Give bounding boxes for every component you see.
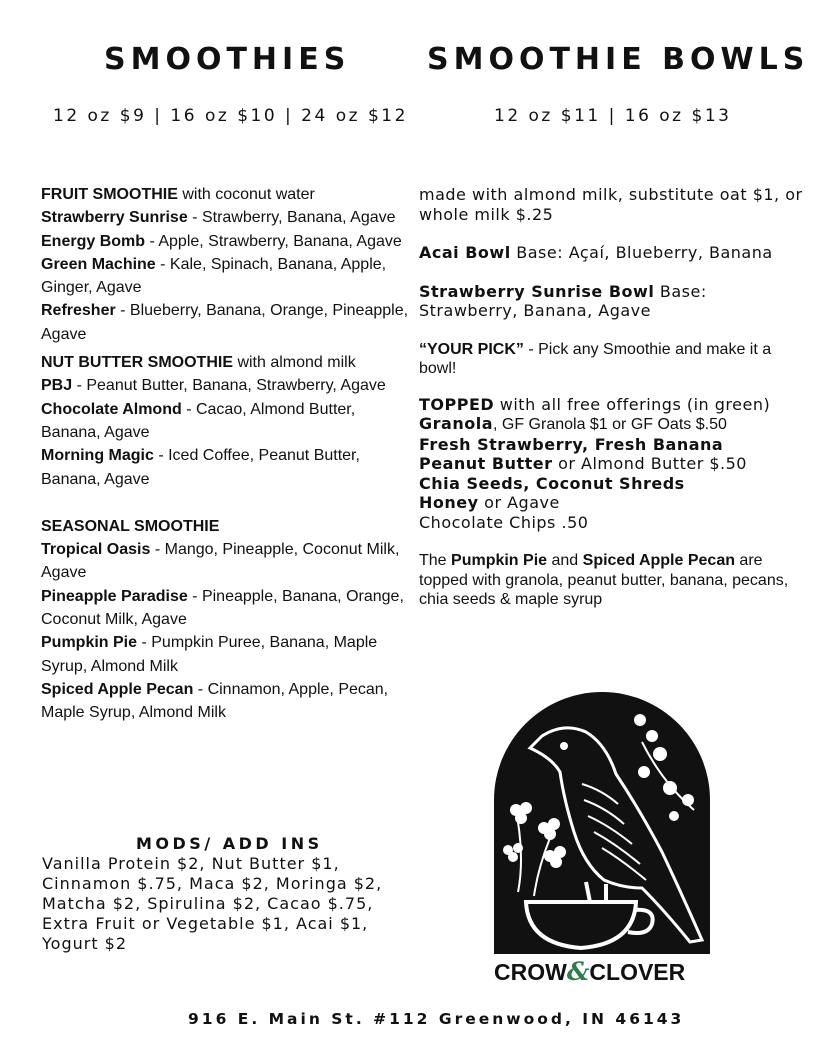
item-name: Chocolate Almond	[41, 400, 182, 418]
item-desc: Base: Strawberry, Banana, Agave	[419, 281, 707, 320]
item-desc: - Pineapple, Banana, Orange, Coconut Milk, Agave	[41, 587, 404, 629]
smoothie-menu	[41, 183, 419, 725]
item-desc: - Iced Coffee, Peanut Butter, Banana, Agave	[41, 447, 360, 488]
note-pumpkin-pie: Pumpkin Pie	[451, 552, 548, 569]
topping-granola	[419, 414, 804, 435]
item-desc: - Cacao, Almond Butter, Banana, Agave	[41, 400, 356, 441]
note-text: The	[419, 552, 452, 569]
item-desc: - Strawberry, Banana, Agave	[187, 209, 396, 227]
crow-on-cup-with-clover-icon	[494, 692, 710, 954]
seasonal-smoothie-section	[41, 515, 419, 725]
your-pick-bowl	[419, 340, 804, 379]
menu-item	[41, 398, 419, 445]
bowls-sizes: 12 oz $11 | 16 oz $13	[494, 106, 732, 126]
smoothie-bowls-title: SMOOTHIE BOWLS	[427, 42, 810, 77]
topping-name: Chia Seeds, Coconut Shreds	[419, 473, 685, 493]
item-name: PBJ	[41, 377, 73, 395]
mods-title: MODS/ ADD INS	[136, 834, 323, 853]
item-name: Tropical Oasis	[41, 541, 151, 559]
note-text: are topped with granola, peanut butter, banana, pecans, chia seeds & maple syrup	[419, 552, 789, 608]
item-name: Green Machine	[41, 255, 156, 273]
topped-text: with all free offerings (in green)	[494, 394, 771, 414]
topping-chia-coconut	[419, 474, 804, 494]
fruit-smoothie-section	[41, 183, 419, 346]
menu-item	[41, 253, 419, 300]
item-name: Morning Magic	[41, 447, 154, 465]
topping-chocolate: Chocolate Chips .50	[419, 512, 589, 532]
topping-name: Fresh Strawberry, Fresh Banana	[419, 434, 724, 454]
note-text: and	[547, 552, 583, 569]
menu-item	[41, 230, 419, 253]
menu-item	[41, 538, 419, 585]
topping-desc: or Almond Butter $.50	[552, 454, 747, 473]
smoothies-sizes: 12 oz $9 | 16 oz $10 | 24 oz $12	[53, 106, 408, 126]
section-heading: NUT BUTTER SMOOTHIE	[41, 354, 233, 372]
section-suffix: with almond milk	[233, 354, 356, 372]
topped-label: TOPPED	[419, 394, 495, 414]
menu-item	[41, 444, 419, 491]
seasonal-bowl-note	[419, 551, 804, 610]
item-name: Refresher	[41, 302, 116, 320]
menu-item	[41, 631, 419, 678]
smoothies-title: SMOOTHIES	[104, 42, 351, 77]
crow-and-clover-logo-text	[494, 957, 685, 986]
item-name: Acai Bowl	[419, 243, 511, 262]
section-heading: FRUIT SMOOTHIE	[41, 186, 178, 203]
logo-word-clover: CLOVER	[589, 959, 686, 985]
menu-item	[41, 678, 419, 725]
nut-butter-smoothie-section	[41, 351, 419, 491]
footer-address: 916 E. Main St. #112 Greenwood, IN 46143	[188, 1010, 685, 1028]
topping-fresh-fruit	[419, 435, 804, 455]
item-desc: - Blueberry, Banana, Orange, Pineapple, Agave	[41, 302, 409, 343]
topping-honey	[419, 493, 804, 513]
item-name: Energy Bomb	[41, 232, 146, 250]
item-name: Strawberry Sunrise Bowl	[419, 281, 655, 301]
logo-ampersand: &	[566, 957, 590, 986]
item-desc: - Cinnamon, Apple, Pecan, Maple Syrup, Almond Milk	[41, 680, 389, 722]
acai-bowl	[419, 243, 804, 263]
menu-item	[41, 585, 419, 632]
menu-item	[41, 299, 419, 346]
menu-item	[41, 374, 419, 397]
item-desc: - Peanut Butter, Banana, Strawberry, Agave	[72, 377, 386, 395]
section-suffix: with coconut water	[177, 186, 315, 203]
topping-desc: or Agave	[478, 493, 560, 512]
item-desc: - Mango, Pineapple, Coconut Milk, Agave	[41, 541, 400, 582]
bowl-intro: made with almond milk, substitute oat $1, or whole milk $.25	[419, 185, 803, 224]
logo-word-crow: CROW	[494, 959, 567, 985]
item-desc: - Pumpkin Puree, Banana, Maple Syrup, Almond Milk	[41, 634, 378, 675]
note-spiced-apple-pecan: Spiced Apple Pecan	[582, 552, 735, 569]
item-desc: - Apple, Strawberry, Banana, Agave	[145, 232, 402, 250]
mods-list: Vanilla Protein $2, Nut Butter $1, Cinnamon $.75, Maca $2, Moringa $2, Matcha $2, Spirulina $2, Cacao $.75, Extra Fruit or Vegetable $1, Acai $1, Yogurt $2	[42, 854, 383, 953]
item-name: Pumpkin Pie	[41, 634, 138, 652]
topping-name: Peanut Butter	[419, 454, 553, 473]
topping-name: Granola	[419, 414, 493, 433]
item-desc: - Pick any Smoothie and make it a bowl!	[419, 340, 772, 377]
bowl-menu	[419, 185, 804, 610]
item-name: Spiced Apple Pecan	[41, 680, 194, 698]
strawberry-sunrise-bowl	[419, 282, 804, 321]
toppings-heading	[419, 395, 804, 415]
menu-item	[41, 206, 419, 229]
item-name: Pineapple Paradise	[41, 587, 188, 605]
item-name: Strawberry Sunrise	[41, 209, 188, 227]
section-heading: SEASONAL SMOOTHIE	[41, 517, 220, 535]
topping-nut-butter	[419, 454, 804, 474]
item-desc: Base: Açaí, Blueberry, Banana	[510, 243, 773, 262]
item-name: “YOUR PICK”	[419, 340, 524, 358]
topping-name: Honey	[419, 493, 479, 512]
topping-desc: , GF Granola $1 or GF Oats $.50	[492, 416, 727, 433]
item-desc: - Kale, Spinach, Banana, Apple, Ginger, Agave	[41, 255, 387, 297]
